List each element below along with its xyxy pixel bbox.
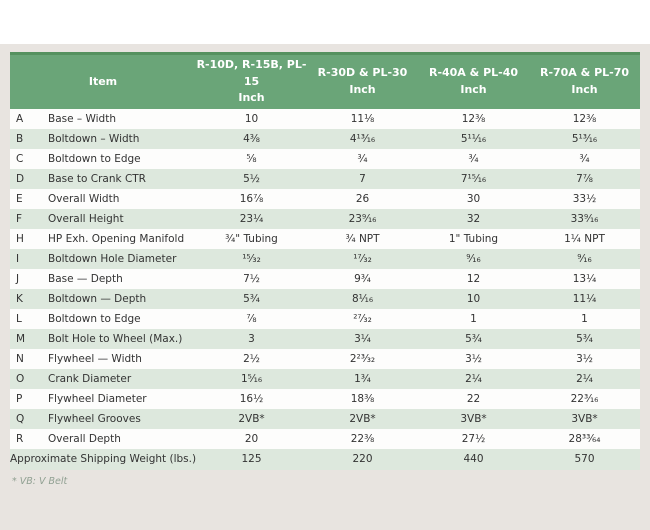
row-value: 7⅞ <box>576 172 593 185</box>
summary-label: Approximate Shipping Weight (lbs.) <box>10 453 196 465</box>
row-item-label: Boltdown — Depth <box>48 292 147 305</box>
row-value: 22³⁄₁₆ <box>570 392 599 405</box>
row-value: 11⅛ <box>350 112 375 125</box>
row-item-label: Base — Depth <box>48 272 123 285</box>
row-value: 1 <box>470 312 477 325</box>
header-model-label: R-40A & PL-40 <box>428 66 519 80</box>
row-value: 1" Tubing <box>448 232 499 245</box>
header-item-label: Item <box>88 74 118 88</box>
row-value: 5¹³⁄₁₆ <box>571 132 598 145</box>
row-value: 27½ <box>461 432 486 445</box>
row-item-label: Bolt Hole to Wheel (Max.) <box>48 332 183 345</box>
row-item-label: Overall Depth <box>48 432 121 445</box>
row-value: 33½ <box>572 192 597 205</box>
row-item-label: Base – Width <box>48 112 116 125</box>
header-model-label: R-30D & PL-30 <box>317 66 408 80</box>
table-row <box>10 129 640 149</box>
row-value: 1¼ NPT <box>564 232 605 245</box>
row-value: 18⅜ <box>350 392 375 405</box>
row-value: 2¼ <box>576 372 593 385</box>
row-value: 7½ <box>243 272 260 285</box>
summary-value: 570 <box>574 453 595 465</box>
row-value: 2¼ <box>465 372 482 385</box>
table-row <box>10 389 640 409</box>
content-panel <box>0 44 650 530</box>
table-row <box>10 269 640 289</box>
row-value: ⅞ <box>246 312 257 325</box>
row-value: 10 <box>244 112 259 125</box>
row-letter: O <box>16 372 25 385</box>
row-letter: A <box>16 112 24 125</box>
row-letter: B <box>16 132 24 145</box>
row-value: 8¹⁄₁₆ <box>351 292 374 305</box>
row-value: 12⅜ <box>461 112 486 125</box>
header-unit-label: Inch <box>460 82 487 96</box>
row-letter: F <box>16 212 23 225</box>
row-value: 3VB* <box>571 412 598 425</box>
summary-value: 125 <box>241 453 262 465</box>
row-value: 13¼ <box>572 272 597 285</box>
row-item-label: Flywheel Diameter <box>48 392 147 405</box>
row-value: 26 <box>355 192 370 205</box>
row-value: 12⅜ <box>572 112 597 125</box>
row-value: 32 <box>466 212 481 225</box>
table-row <box>10 309 640 329</box>
row-value: 7¹⁵⁄₁₆ <box>460 172 487 185</box>
row-value: 2VB* <box>349 412 376 425</box>
table-row <box>10 229 640 249</box>
header-col-r10d-r15b-pl15 <box>196 54 307 109</box>
header-unit-label: Inch <box>571 82 598 96</box>
row-item-label: Crank Diameter <box>48 372 132 385</box>
row-value: ¾ NPT <box>345 232 380 245</box>
row-item-label: Flywheel Grooves <box>48 412 141 425</box>
row-value: 22⅜ <box>350 432 375 445</box>
summary-value: 440 <box>463 453 484 465</box>
row-value: 3¼ <box>354 332 371 345</box>
table-row <box>10 149 640 169</box>
header-unit-label: Inch <box>238 91 265 104</box>
row-letter: H <box>16 232 24 245</box>
row-letter: Q <box>16 412 25 425</box>
row-letter: D <box>16 172 25 185</box>
spec-table-header <box>10 54 640 109</box>
spec-table-foot <box>10 449 640 470</box>
header-col-r30d-pl30 <box>307 54 418 109</box>
row-item-label: HP Exh. Opening Manifold <box>48 232 185 245</box>
row-value: 3 <box>248 332 255 345</box>
header-model-label: R-10D, R-15B, PL-15 <box>196 58 307 88</box>
row-value: 2²³⁄₃₂ <box>349 352 376 365</box>
row-value: 20 <box>244 432 259 445</box>
row-value: 2VB* <box>238 412 265 425</box>
header-row <box>10 54 640 109</box>
row-item-label: Base to Crank CTR <box>48 172 146 185</box>
header-model-label: R-70A & PL-70 <box>539 66 630 80</box>
row-value: 33⁹⁄₁₆ <box>570 212 599 225</box>
row-letter: K <box>16 292 23 305</box>
row-value: ¾ <box>357 152 368 165</box>
table-row <box>10 369 640 389</box>
row-value: 22 <box>466 392 481 405</box>
row-value: 28³³⁄₆₄ <box>568 432 601 445</box>
header-unit-label: Inch <box>349 82 376 96</box>
row-value: ¹⁷⁄₃₂ <box>353 252 372 265</box>
top-whitespace <box>0 0 650 44</box>
row-letter: N <box>16 352 24 365</box>
row-value: 5½ <box>243 172 260 185</box>
row-value: 5¹¹⁄₁₆ <box>460 132 487 145</box>
footnote-vb-legend: * VB: V Belt <box>12 475 68 487</box>
row-value: 5¾ <box>243 292 260 305</box>
row-value: 5¾ <box>576 332 593 345</box>
summary-row <box>10 449 640 470</box>
row-value: 3VB* <box>460 412 487 425</box>
table-row <box>10 349 640 369</box>
row-value: ¾ <box>579 152 590 165</box>
row-item-label: Boltdown to Edge <box>48 152 141 165</box>
row-value: 3½ <box>576 352 593 365</box>
row-item-label: Overall Width <box>48 192 120 205</box>
row-value: 12 <box>466 272 481 285</box>
row-item-label: Boltdown – Width <box>48 132 140 145</box>
table-row <box>10 209 640 229</box>
row-value: ¹⁵⁄₃₂ <box>242 252 261 265</box>
row-value: 1⁵⁄₁₆ <box>240 372 263 385</box>
table-row <box>10 429 640 449</box>
table-row <box>10 249 640 269</box>
header-item <box>10 54 196 109</box>
header-col-r70a-pl70 <box>529 54 640 109</box>
row-value: 16⅞ <box>239 192 264 205</box>
table-row <box>10 189 640 209</box>
row-letter: L <box>16 312 22 325</box>
row-value: 1¾ <box>354 372 371 385</box>
row-value: 3½ <box>465 352 482 365</box>
row-value: ¾" Tubing <box>225 232 278 245</box>
row-value: 4¹³⁄₁₆ <box>349 132 376 145</box>
row-letter: J <box>16 272 20 285</box>
row-letter: P <box>16 392 23 405</box>
row-value: ⁹⁄₁₆ <box>577 252 592 265</box>
row-value: 23¼ <box>239 212 264 225</box>
row-value: ⁹⁄₁₆ <box>466 252 481 265</box>
row-letter: C <box>16 152 24 165</box>
row-value: 1 <box>581 312 588 325</box>
spec-table <box>10 52 640 470</box>
row-letter: M <box>16 332 26 345</box>
row-item-label: Boltdown to Edge <box>48 312 141 325</box>
row-value: 4⅜ <box>243 132 260 145</box>
row-value: 9¾ <box>354 272 371 285</box>
row-value: 30 <box>466 192 481 205</box>
table-row <box>10 409 640 429</box>
row-value: ¾ <box>468 152 479 165</box>
row-value: 11¼ <box>572 292 597 305</box>
row-value: 23⁹⁄₁₆ <box>348 212 377 225</box>
summary-value: 220 <box>352 453 373 465</box>
table-row <box>10 329 640 349</box>
row-item-label: Boltdown Hole Diameter <box>48 252 177 265</box>
row-letter: E <box>16 192 23 205</box>
row-item-label: Overall Height <box>48 212 124 225</box>
row-letter: R <box>16 432 24 445</box>
row-value: 2½ <box>243 352 260 365</box>
row-value: 10 <box>466 292 481 305</box>
spec-table-body <box>10 109 640 449</box>
row-value: 16½ <box>239 392 264 405</box>
row-value: 7 <box>359 172 366 185</box>
table-row <box>10 109 640 129</box>
table-row <box>10 289 640 309</box>
row-item-label: Flywheel — Width <box>48 352 142 365</box>
row-value: ²⁷⁄₃₂ <box>353 312 372 325</box>
row-value: 5¾ <box>465 332 482 345</box>
row-letter: I <box>16 252 20 265</box>
header-col-r40a-pl40 <box>418 54 529 109</box>
table-row <box>10 169 640 189</box>
row-value: ⅝ <box>246 152 257 165</box>
